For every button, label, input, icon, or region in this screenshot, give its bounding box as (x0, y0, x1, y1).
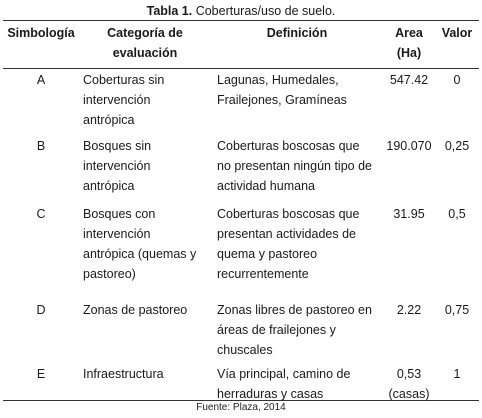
cell-definicion-line: Coberturas boscosas que (217, 207, 360, 221)
cell-valor: 0,75 (444, 303, 470, 317)
cell-categoria (79, 68, 211, 134)
cell-categoria-line: intervención (83, 227, 151, 241)
cell-area-line: 0,53 (396, 367, 422, 381)
cell-definicion-line: chuscales (217, 343, 273, 357)
cell-valor: 0 (453, 73, 461, 87)
cell-categoria (79, 134, 211, 202)
header-area (383, 21, 435, 68)
cell-categoria-line: Coberturas sin (83, 73, 165, 87)
cell-area-line: 31.95 (393, 207, 425, 221)
cell-area-line: 547.42 (389, 73, 429, 87)
header-simbologia: Simbología (7, 26, 75, 40)
table-caption-text: Coberturas/uso de suelo. (192, 4, 336, 18)
cell-definicion-line: no presentan ningún tipo de (217, 159, 372, 173)
cell-area (383, 202, 435, 298)
cell-area-line: 2.22 (396, 303, 422, 317)
header-categoria-line2: evaluación (112, 46, 178, 60)
cell-definicion-line: recurrentemente (217, 267, 309, 281)
cell-valor: 0,25 (444, 139, 470, 153)
cell-categoria-line: antrópica (quemas y (83, 247, 197, 261)
cell-area (383, 68, 435, 134)
cell-area-line: (casas) (388, 387, 430, 401)
cell-categoria-line: antrópica (83, 113, 135, 127)
header-area-line1: Area (395, 26, 423, 40)
cell-definicion-line: presentan actividades de (217, 227, 356, 241)
cell-definicion-line: herraduras y casas (217, 387, 324, 401)
coverage-table (3, 21, 479, 410)
table-caption (0, 3, 482, 19)
cell-valor: 0,5 (448, 207, 466, 221)
cell-area (383, 134, 435, 202)
header-categoria (79, 21, 211, 68)
cell-definicion (211, 68, 383, 134)
cell-definicion-line: áreas de frailejones y (217, 323, 336, 337)
table-row (3, 298, 479, 362)
cell-simbologia: D (36, 303, 46, 317)
cell-simbologia: B (36, 139, 46, 153)
cell-simbologia: A (36, 73, 46, 87)
cell-definicion-line: actividad humana (217, 179, 315, 193)
cell-definicion (211, 202, 383, 298)
cell-definicion (211, 134, 383, 202)
cell-categoria-line: intervención (83, 93, 151, 107)
header-valor: Valor (441, 26, 473, 40)
cell-definicion-line: Zonas libres de pastoreo en (217, 303, 372, 317)
cell-categoria-line: Bosques sin (83, 139, 152, 153)
cell-categoria-line: Bosques con (83, 207, 156, 221)
cell-simbologia: C (36, 207, 46, 221)
cell-definicion-line: Coberturas boscosas que (217, 139, 360, 153)
table-source: Fuente: Plaza, 2014 (196, 402, 286, 413)
cell-categoria (79, 202, 211, 298)
cell-area-line: 190.070 (386, 139, 432, 153)
table-row (3, 134, 479, 202)
header-area-line2: (Ha) (396, 46, 422, 60)
table-row (3, 68, 479, 134)
cell-simbologia: E (36, 367, 46, 381)
cell-definicion-line: Frailejones, Gramíneas (217, 93, 347, 107)
cell-categoria-line: pastoreo) (83, 267, 136, 281)
table-header-row (3, 21, 479, 68)
cell-categoria-line: Infraestructura (83, 367, 164, 381)
cell-valor: 1 (453, 367, 461, 381)
table-body (3, 68, 479, 410)
cell-definicion-line: Vía principal, camino de (217, 367, 351, 381)
header-definicion: Definición (266, 26, 328, 40)
cell-definicion-line: quema y pastoreo (217, 247, 318, 261)
header-categoria-line1: Categoría de (107, 26, 183, 40)
cell-categoria-line: intervención (83, 159, 151, 173)
cell-categoria-line: Zonas de pastoreo (83, 303, 188, 317)
table-row (3, 202, 479, 298)
cell-categoria (79, 298, 211, 362)
cell-area (383, 298, 435, 362)
cell-definicion (211, 298, 383, 362)
table-caption-label: Tabla 1. (146, 4, 193, 18)
cell-definicion-line: Lagunas, Humedales, (217, 73, 339, 87)
cell-categoria-line: antrópica (83, 179, 135, 193)
